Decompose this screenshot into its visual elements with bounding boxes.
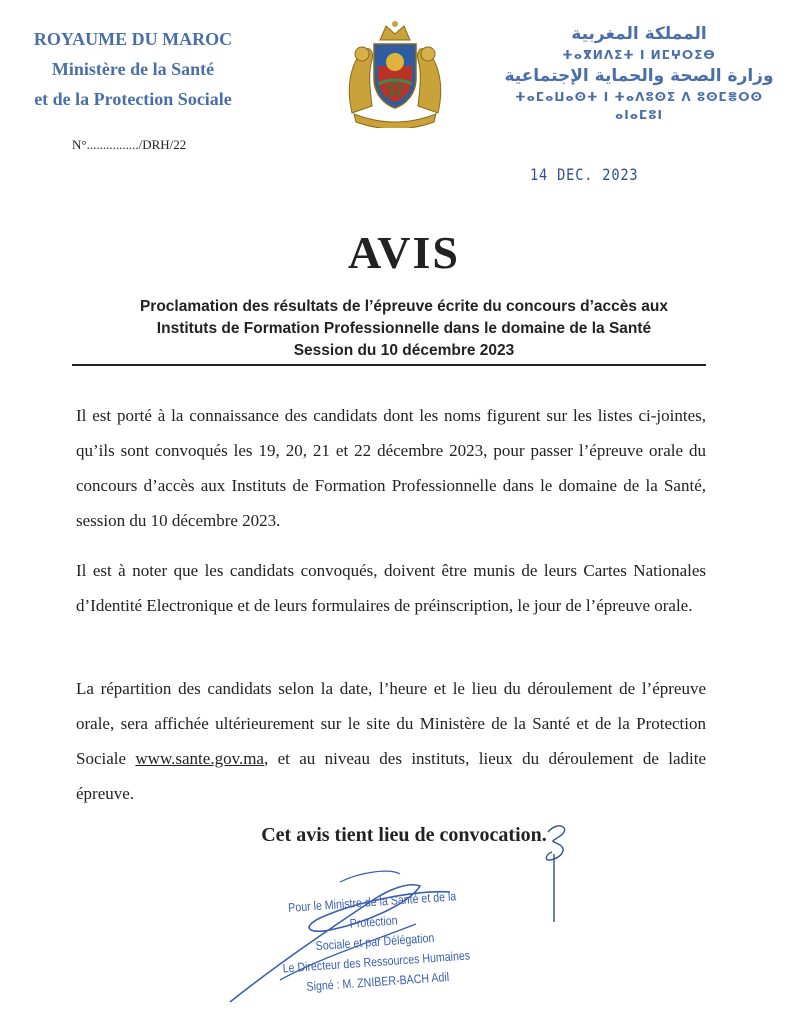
signature-stamp-line-1: Pour le Ministre de la Santé et de la Protection [287, 889, 457, 931]
moroccan-coat-of-arms-icon [342, 18, 448, 128]
header-right [494, 22, 784, 124]
kingdom-name-tifinagh: ⵜⴰⴳⵍⴷⵉⵜ ⵏ ⵍⵎⵖⵔⵉⴱ [562, 48, 716, 62]
subject-line-3: Session du 10 décembre 2023 [293, 342, 515, 359]
kingdom-name-fr: ROYAUME DU MAROC [33, 29, 233, 49]
signature-stamp-line-2: Sociale et par Délégation [315, 930, 435, 954]
paragraph-convocation: Il est porté à la connaissance des candidats dont les noms figurent sur les listes ci-jointes, qu’ils sont convoqués les 19, 20, 21 et 22 décembre 2023, pour passer l’épreuve orale du concours d’accès aux Instituts de Formation Professionnelle dans le domaine de la Santé, session du 10 décembre 2023. [76, 406, 706, 530]
ministry-name-tifinagh: ⵜⴰⵎⴰⵡⴰⵙⵜ ⵏ ⵜⴰⴷⵓⵙⵉ ⴷ ⵓⵙⵎⴻⵔⵙ ⴰⵏⴰⵎⵓⵏ [515, 90, 763, 122]
paragraph-schedule-text-1: La répartition des candidats selon la date, l’heure et le lieu du déroulement de l’épreuve orale, sera affichée ultérieurement sur le site du Ministère de la Santé et de la Protection Sociale [76, 679, 706, 768]
ministry-name-ar: وزارة الصحة والحماية الإجتماعية [504, 66, 774, 86]
paragraph-requirements: Il est à noter que les candidats convoqués, doivent être munis de leurs Cartes Nationales d’Identité Electronique et de leurs formulaires de préinscription, le jour de l’épreuve orale. [76, 561, 706, 615]
signature-stamp-line-3: Le Directeur des Ressources Humaines [282, 948, 471, 976]
subject-line-2: Instituts de Formation Professionnelle dans le domaine de la Santé [156, 320, 652, 337]
closing-statement: Cet avis tient lieu de convocation. [261, 824, 547, 846]
paragraph-schedule [76, 671, 706, 811]
document-title: AVIS [348, 227, 460, 278]
subject-line-1: Proclamation des résultats de l’épreuve écrite du concours d’accès aux [139, 298, 669, 315]
subject-divider [72, 364, 706, 366]
subject-block [70, 296, 738, 362]
handwritten-initial [538, 818, 578, 928]
header-left [8, 24, 258, 114]
ministry-name-fr-line2: et de la Protection Sociale [34, 89, 232, 109]
ministry-website-link[interactable]: www.sante.gov.ma [135, 749, 264, 768]
signature-stamp-line-4: Signé : M. ZNIBER-BACH Adil [306, 969, 450, 994]
date-stamp: 14 DEC. 2023 [530, 165, 639, 184]
reference-number: N°................/DRH/22 [72, 137, 187, 152]
paragraph-schedule-text-2: , et au niveau des instituts, lieux du déroulement de ladite épreuve. [76, 749, 706, 803]
ministry-name-fr-line1: Ministère de la Santé [51, 59, 215, 79]
kingdom-name-ar: المملكة المغربية [571, 24, 707, 44]
signature-stamp [266, 885, 485, 1000]
